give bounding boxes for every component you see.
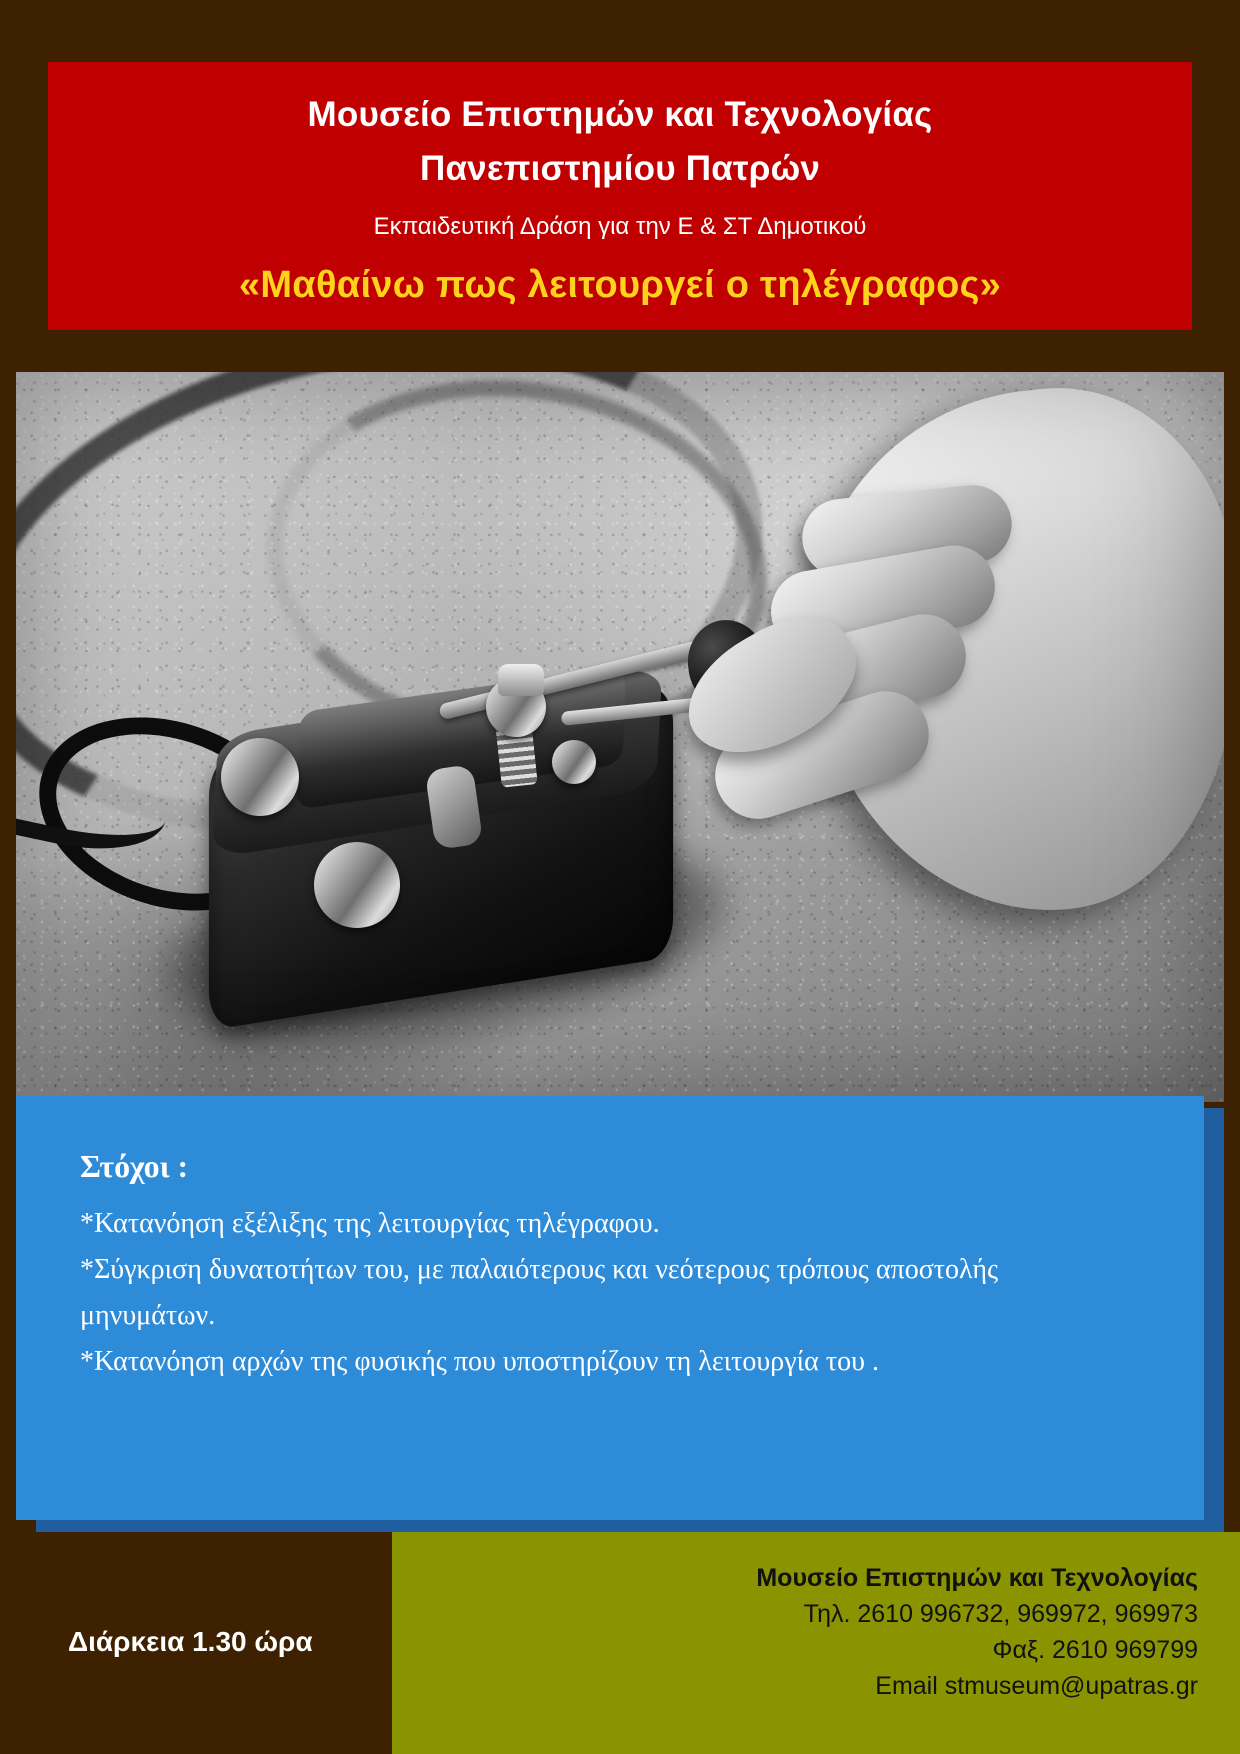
telegraph-adjust-knob-2: [314, 842, 400, 928]
page-title: «Μαθαίνω πως λειτουργεί ο τηλέγραφος»: [238, 264, 1002, 306]
header-banner: [48, 62, 1192, 330]
objective-item-3: *Κατανόηση αρχών της φυσικής που υποστηρίζουν τη λειτουργία του .: [80, 1346, 879, 1377]
organization-line-2: Πανεπιστημίου Πατρών: [419, 149, 821, 188]
contact-fax: Φαξ. 2610 969799: [992, 1636, 1198, 1664]
telegraph-top-cap: [498, 664, 544, 696]
photo-canvas: [16, 372, 1224, 1102]
organization-line-1: Μουσείο Επιστημών και Τεχνολογίας: [307, 95, 933, 134]
footer-contact-panel: [392, 1532, 1240, 1754]
telegraph-adjust-knob-1: [221, 738, 299, 816]
contact-organization: Μουσείο Επιστημών και Τεχνολογίας: [756, 1564, 1198, 1592]
contact-email[interactable]: Email stmuseum@upatras.gr: [875, 1672, 1198, 1700]
telegraph-photo: [16, 372, 1224, 1102]
objectives-block: [16, 1096, 1204, 1520]
objective-item-1: *Κατανόηση εξέλιξης της λειτουργίας τηλέγραφου.: [80, 1208, 660, 1239]
contact-phone: Τηλ. 2610 996732, 969972, 969973: [803, 1600, 1198, 1628]
hand: [652, 372, 1224, 1032]
telegraph-adjust-knob-4: [552, 740, 596, 784]
objective-item-2: *Σύγκριση δυνατοτήτων του, με παλαιότερους και νεότερους τρόπους αποστολής μηνυμάτων.: [80, 1254, 999, 1331]
objectives-heading: Στόχοι :: [80, 1148, 189, 1184]
header-subtitle: Εκπαιδευτική Δράση για την Ε & ΣΤ Δημοτικού: [373, 213, 867, 240]
duration-label: Διάρκεια 1.30 ώρα: [68, 1626, 313, 1657]
